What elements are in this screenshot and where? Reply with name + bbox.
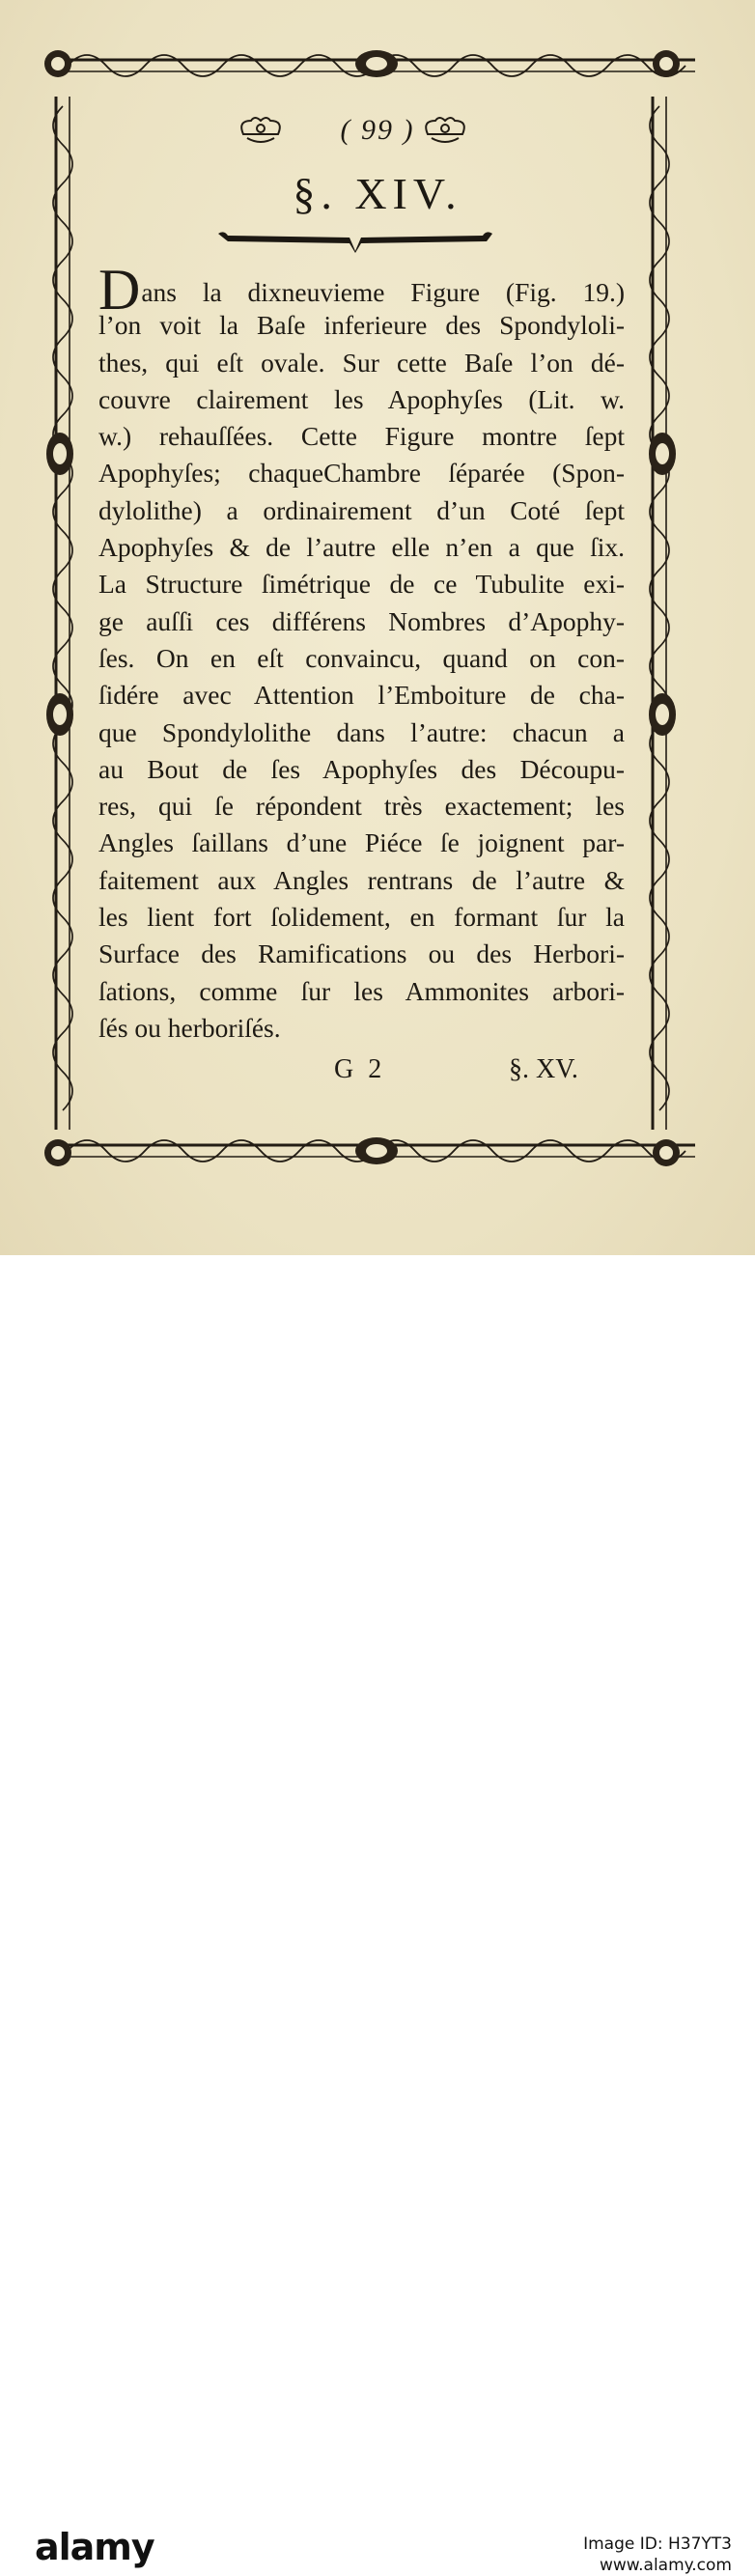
text-line: couvre clairement les Apophyſes (Lit. w.: [98, 383, 625, 414]
text-line: ſés ou herboriſés.: [98, 1012, 281, 1043]
body-paragraph: [98, 258, 625, 1047]
text-line: les lient fort ſolidement, en formant ſur la: [98, 902, 625, 933]
image-id-label: Image ID: H37YT3: [583, 2534, 732, 2554]
text-line: w.) rehauſſées. Cette Figure montre ſept: [98, 421, 625, 452]
text-line: au Bout de ſes Apophyſes des Découpu-: [98, 753, 625, 784]
page-number: ( 99 ): [340, 114, 415, 146]
book-page: [0, 0, 755, 1255]
catchword: §. XV.: [509, 1054, 578, 1084]
text-line: faitement aux Angles rentrans de l’autre &: [98, 864, 625, 895]
text-line: Angles ſaillans d’une Piéce ſe joignent par-: [98, 827, 625, 858]
decorative-rule: [214, 226, 494, 255]
text-line: ge auſſi ces différens Nombres d’Apophy-: [98, 605, 625, 636]
watermark-info: [583, 2534, 732, 2576]
text-line: thes, qui eſt ovale. Sur cette Baſe l’on dé-: [98, 347, 625, 378]
header-ornament-right: [422, 113, 468, 146]
text-line: ſations, comme ſur les Ammonites arbori-: [98, 975, 625, 1006]
signature-mark: G 2: [334, 1054, 386, 1084]
drop-cap: D: [98, 258, 141, 322]
text-line: Surface des Ramifications ou des Herbori-: [98, 938, 625, 969]
text-line: Apophyſes & de l’autre elle n’en a que ſix.: [98, 532, 625, 563]
text-line: dylolithe) a ordinairement d’un Coté ſept: [98, 494, 625, 525]
text-line: Apophyſes; chaqueChambre ſéparée (Spon-: [98, 458, 625, 489]
alamy-logo: alamy: [35, 2526, 154, 2568]
text-line: [98, 258, 625, 322]
watermark-bar: [0, 1255, 755, 2575]
text-line: l’on voit la Baſe inferieure des Spondyloli-: [98, 310, 625, 341]
text-line-content: ans la dixneuvieme Figure (Fig. 19.): [141, 277, 625, 307]
text-line: que Spondylolithe dans l’autre: chacun a: [98, 716, 625, 747]
text-line: res, qui ſe répondent très exactement; les: [98, 791, 625, 822]
text-line: ſes. On en eſt convaincu, quand on con-: [98, 642, 625, 673]
text-line: ſidére avec Attention l’Emboiture de cha-: [98, 680, 625, 711]
text-line: La Structure ſimétrique de ce Tubulite exi-: [98, 569, 625, 600]
section-heading: §. XIV.: [293, 169, 462, 218]
site-url: www.alamy.com: [599, 2556, 732, 2575]
